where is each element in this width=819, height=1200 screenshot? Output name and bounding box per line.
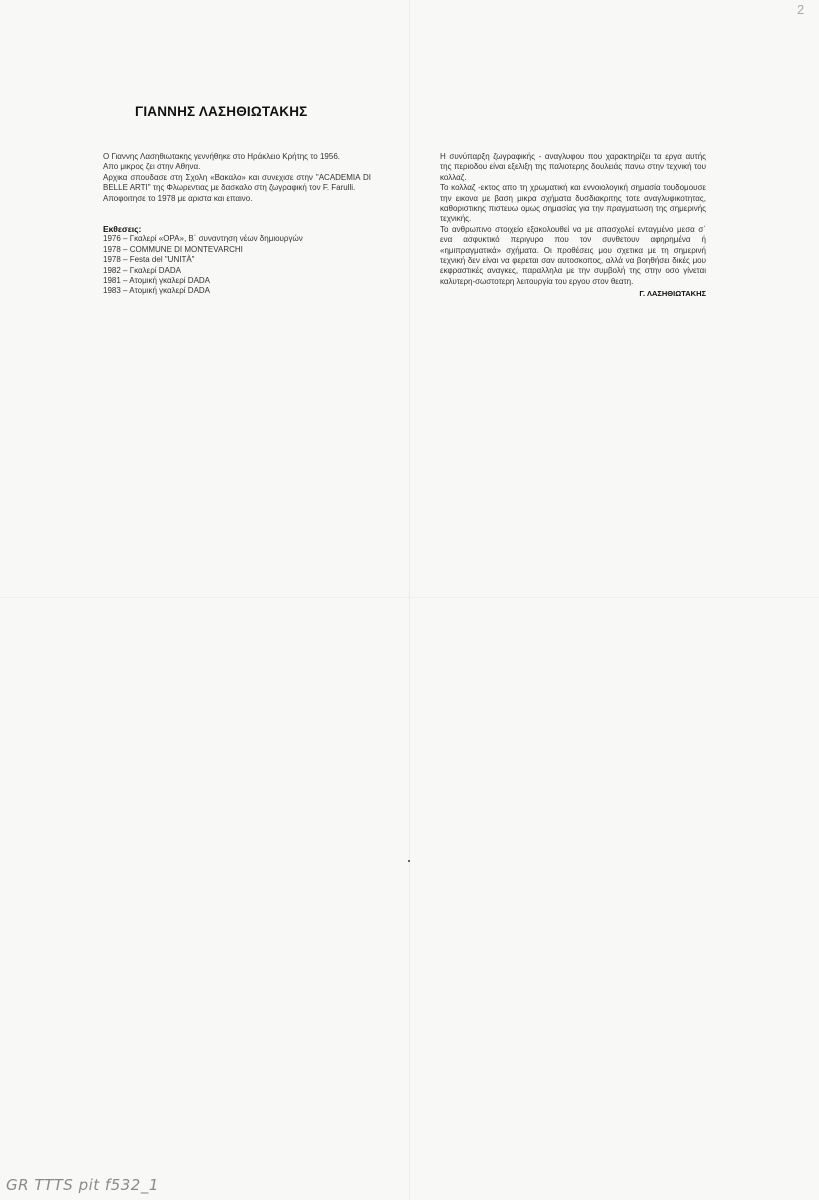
vertical-fold-line <box>409 0 410 1200</box>
statement-paragraph: Η συνύπαρξη ζωγραφικής - αναγλυφου που χαρακτηρίζει τα εργα αυτής της περιοδου είναι εξελιξη της παλιοτερης δουλειάς πανω στην τεχνική του κολλαζ. <box>440 152 706 182</box>
bio-line: Ο Γιαννης Λασηθιωτακης γεννήθηκε στο Ηράκλειο Κρήτης το 1956. <box>103 152 340 161</box>
statement-paragraph: Το κολλαζ -εκτος απο τη χρωματική και εννοιολογική σημασία τουδομουσε την εικονα με βαση μικρα σχήματα δυσδιακριτης τοτε αναγλυφικοτητας, καθοριστικης πιστευω ομως σημασίας για την πραγματωση της σημερινής τεχνικής. <box>440 183 706 224</box>
exhibitions-heading: Εκθεσεις: <box>103 224 142 235</box>
exhibitions-list <box>103 234 371 296</box>
bio-line: Αποφοιτησε το 1978 με αριστα και επαινο. <box>103 193 253 203</box>
biography-column <box>103 152 371 297</box>
exhibition-item: 1978 – Festa del "UNITÀ" <box>103 255 195 265</box>
signature: Γ. ΛΑΣΗΘΙΩΤΑΚΗΣ <box>639 289 706 299</box>
horizontal-fold-line <box>0 597 819 598</box>
page-number-mark: 2 <box>797 2 805 17</box>
bio-line: Απο μικρος ζει στην Αθηνα. <box>103 162 201 172</box>
page-title: ΓΙΑΝΝΗΣ ΛΑΣΗΘΙΩΤΑΚΗΣ <box>135 104 308 119</box>
statement-paragraph: Το ανθρωπινο στοιχείο εξακολουθεί να με απασχολεί ενταγμένο μεσα σ΄ ενα ασφυκτικό περιγυρο που τον συνθετουν αφηρημένα ή «ημιπραγματικά» σχήματα. Οι προθέσεις μου σχετικα με τη σημερινή τεχνική δεν είναι να φερεται σαν αυτοσκοπος, αλλά να βοηθήσει δικές μου εκφραστικές αναγκες, παραλληλα με την συμβολή της στην οσο γίνεται καλυτερη-σωστοτερη λειτουργία του εργου στον θεατη. <box>440 224 706 286</box>
exhibition-item: 1978 – COMMUNE DI MONTEVARCHI <box>103 244 243 254</box>
exhibition-item: 1981 – Ατομική γκαλερί DADA <box>103 276 211 286</box>
bio-line: Αρχικα σπουδασε στη Σχολη «Βακαλο» και συνεχισε στην "ACADEMIA DI BELLE ARTI" της Φλωρεντιας με δασκαλο στη ζωγραφική τον F. Farulli. <box>103 172 371 193</box>
exhibition-item: 1976 – Γκαλερί «ΟΡΑ», Β΄ συναντηση νέων δημιουργών <box>103 234 303 244</box>
artist-statement-column <box>440 152 706 300</box>
archive-code: GR TTTS pit f532_1 <box>6 1176 159 1194</box>
center-dot <box>408 860 410 862</box>
exhibition-item: 1982 – Γκαλερί DADA <box>103 265 181 275</box>
exhibition-item: 1983 – Ατομική γκαλερί DADA <box>103 286 211 296</box>
